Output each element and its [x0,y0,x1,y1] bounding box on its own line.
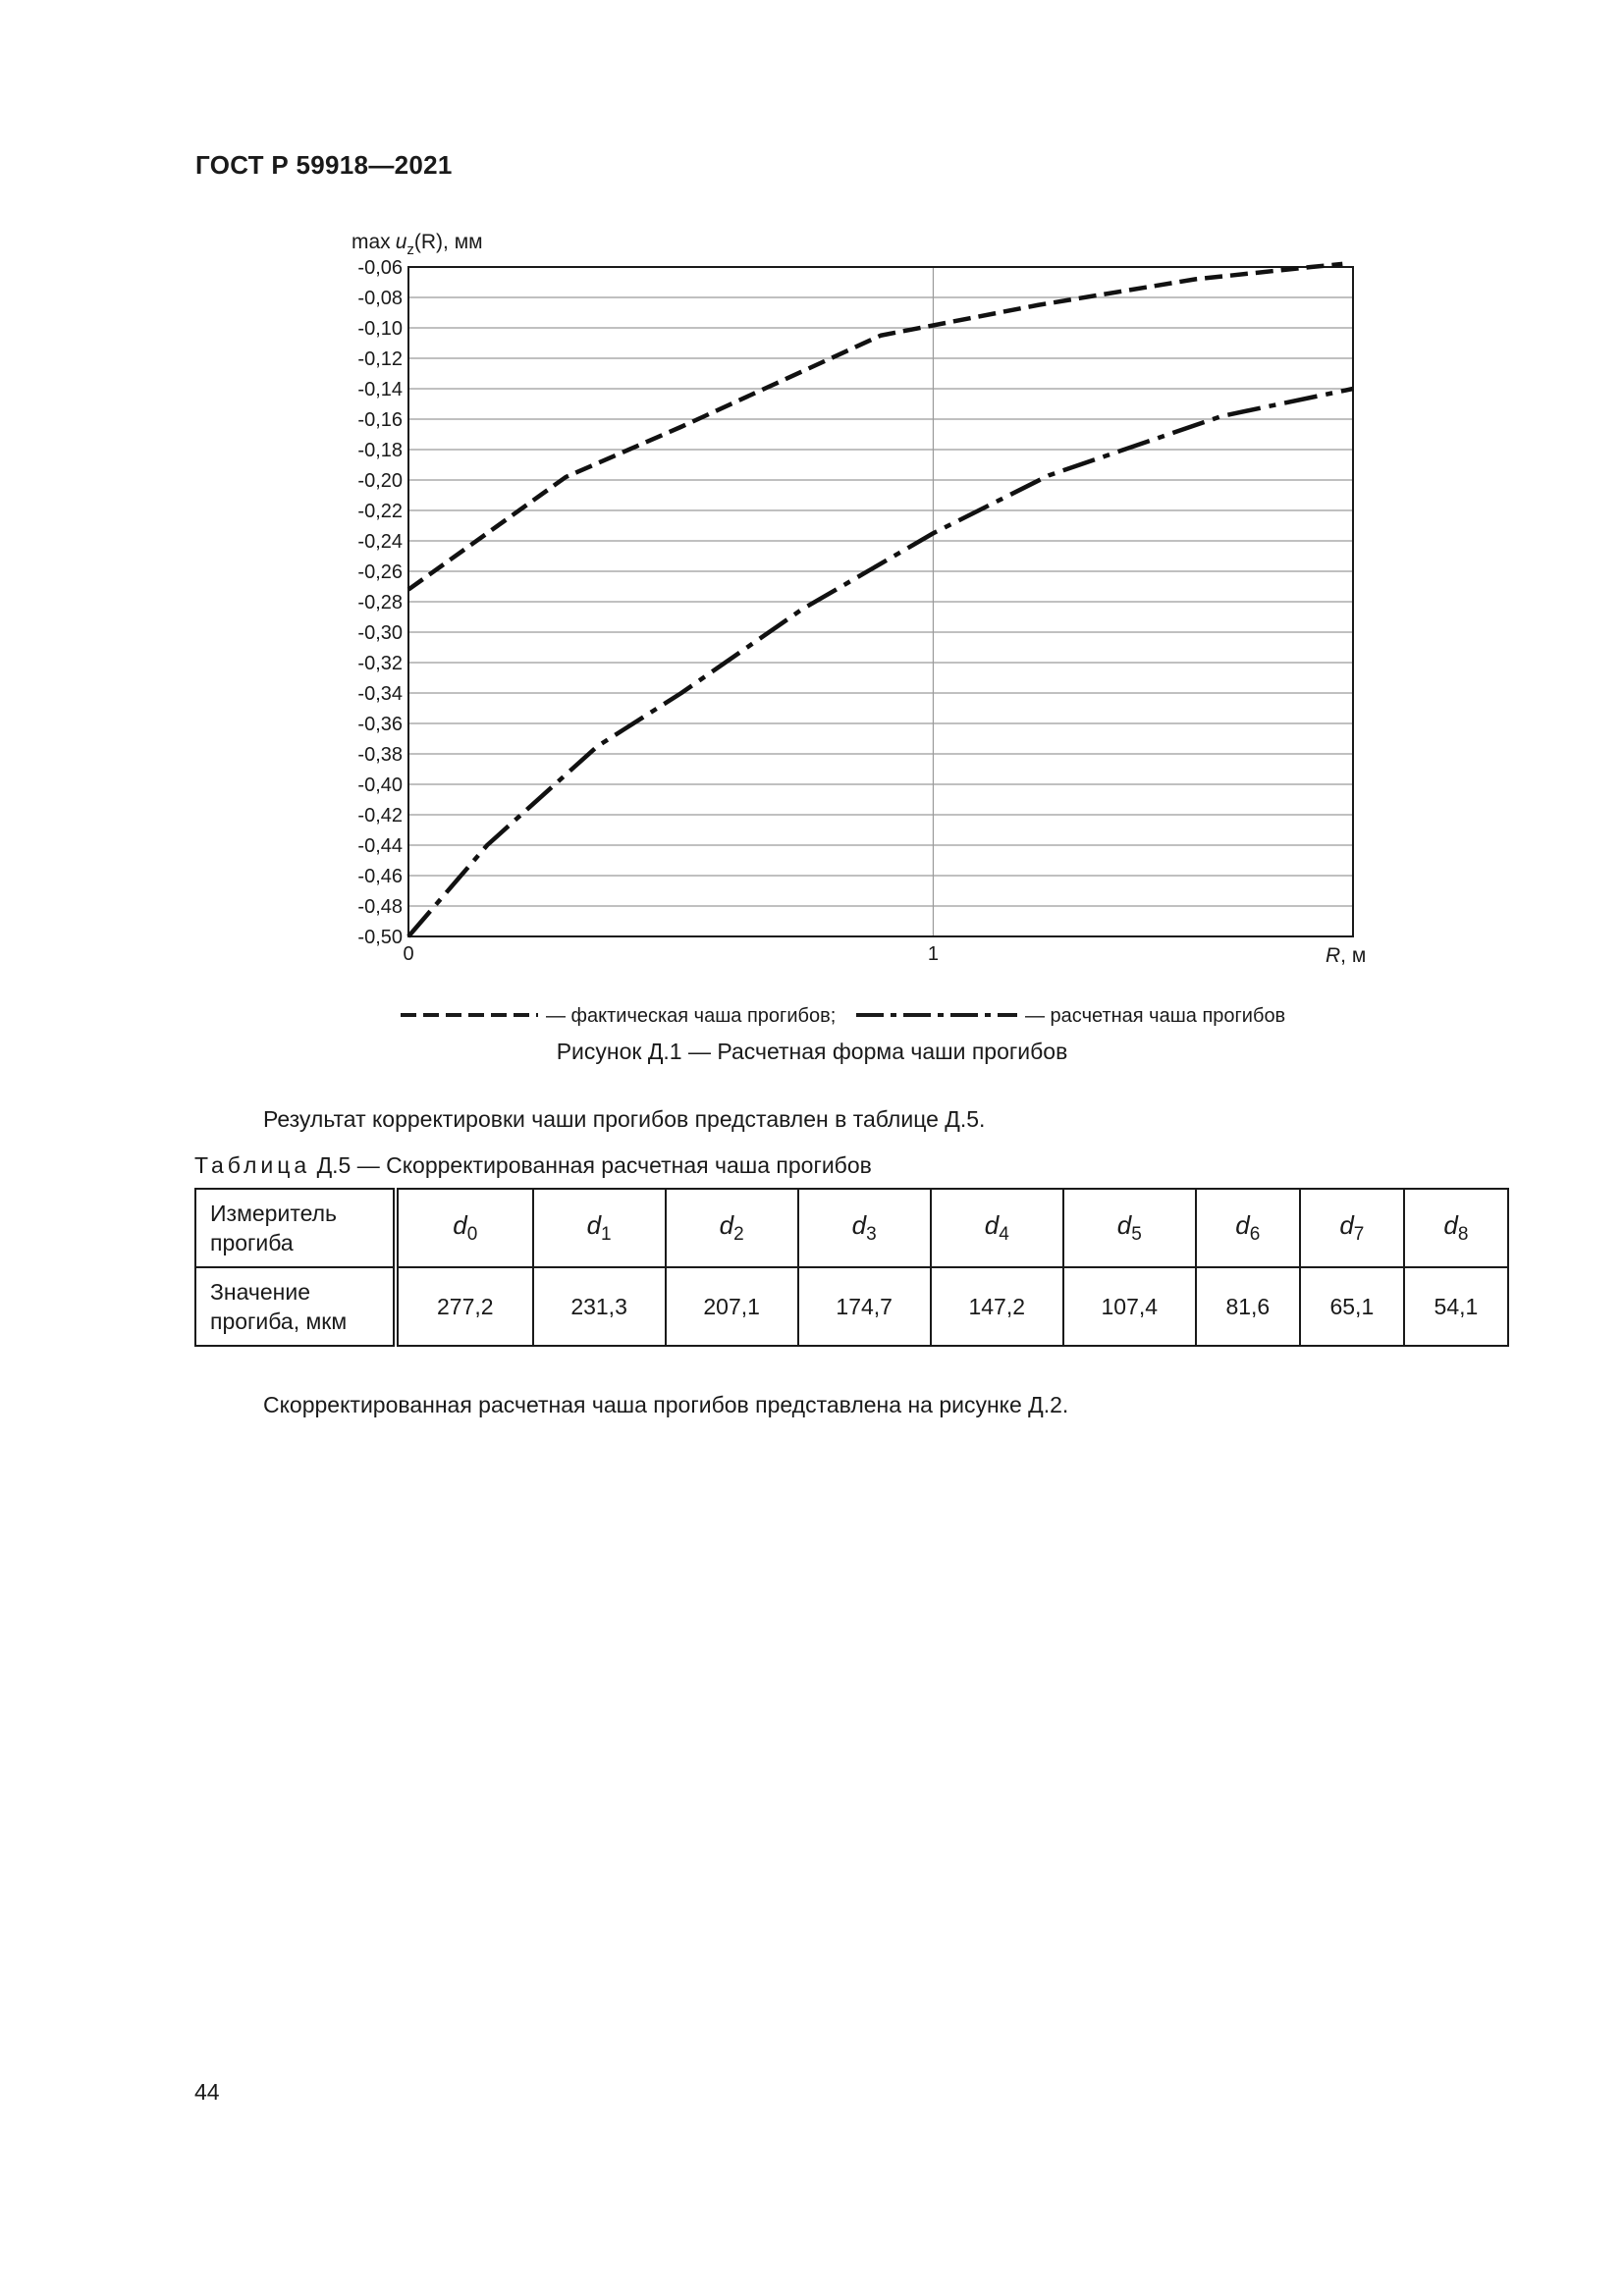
legend-label-calculated: — расчетная чаша прогибов [1025,1005,1286,1027]
table-row [195,1189,1508,1267]
y-tick-label: -0,22 [357,501,403,522]
paragraph-result: Результат корректировки чаши прогибов представлен в таблице Д.5. [263,1106,986,1132]
y-tick-label: -0,44 [357,835,403,857]
y-tick-label: -0,14 [357,379,403,400]
cell-value: 107,4 [1063,1267,1196,1346]
cell-value: 231,3 [533,1267,666,1346]
cell-value: 174,7 [798,1267,931,1346]
row-header-value: Значение прогиба, мкм [195,1267,396,1346]
y-tick-label: -0,26 [357,561,403,583]
y-tick-label: -0,50 [357,927,403,948]
y-tick-label: -0,08 [357,288,403,309]
y-tick-label: -0,20 [357,470,403,492]
deflection-chart [0,0,1624,1041]
cell-value: 65,1 [1300,1267,1404,1346]
y-tick-label: -0,36 [357,714,403,735]
cell-symbol: $d_2$ [666,1189,798,1267]
y-tick-label: -0,28 [357,592,403,614]
x-tick-label: 1 [927,943,940,965]
y-tick-label: -0,06 [357,257,403,279]
y-tick-label: -0,46 [357,866,403,887]
y-tick-label: -0,32 [357,653,403,674]
chart-legend [401,1005,1285,1027]
y-tick-labels [357,257,403,948]
y-tick-label: -0,18 [357,440,403,461]
y-tick-label: -0,40 [357,774,403,796]
cell-symbol: $d_8$ [1404,1189,1508,1267]
cell-value: 81,6 [1196,1267,1300,1346]
row-header-meter: Измеритель прогиба [195,1189,396,1267]
cell-symbol: $d_5$ [1063,1189,1196,1267]
figure-caption: Рисунок Д.1 — Расчетная форма чаши прогибов [556,1039,1068,1064]
table-title-text: Д.5 — Скорректированная расчетная чаша прогибов [310,1152,872,1178]
x-tick-label: 0 [403,943,414,965]
x-tick-labels [403,943,939,965]
y-tick-label: -0,16 [357,409,403,431]
table-title [194,1152,872,1179]
cell-value: 54,1 [1404,1267,1508,1346]
y-tick-label: -0,10 [357,318,403,340]
y-tick-label: -0,12 [357,348,403,370]
cell-symbol: $d_6$ [1196,1189,1300,1267]
cell-symbol: $d_1$ [533,1189,666,1267]
y-tick-label: -0,30 [357,622,403,644]
y-tick-label: -0,42 [357,805,403,827]
document-header: ГОСТ Р 59918—2021 [195,150,453,180]
table-row [195,1267,1508,1346]
y-tick-label: -0,34 [357,683,403,705]
y-tick-label: -0,24 [357,531,403,553]
x-axis-label: R, м [1326,944,1367,967]
paragraph-figure-ref: Скорректированная расчетная чаша прогибов представлена на рисунке Д.2. [263,1392,1069,1417]
y-tick-label: -0,48 [357,896,403,918]
chart-series [408,264,1353,936]
legend-label-actual: — фактическая чаша прогибов; [546,1005,837,1027]
cell-value: 147,2 [931,1267,1063,1346]
cell-symbol: $d_0$ [396,1189,533,1267]
page-number: 44 [194,2079,220,2105]
cell-value: 277,2 [396,1267,533,1346]
y-tick-label: -0,38 [357,744,403,766]
table-title-word: Таблица [194,1152,311,1178]
cell-value: 207,1 [666,1267,798,1346]
cell-symbol: $d_7$ [1300,1189,1404,1267]
cell-symbol: $d_4$ [931,1189,1063,1267]
chart-grid [408,267,1353,936]
deflection-table [194,1188,1509,1347]
cell-symbol: $d_3$ [798,1189,931,1267]
y-axis-label: $\max u_z(R)$, мм [352,231,483,258]
